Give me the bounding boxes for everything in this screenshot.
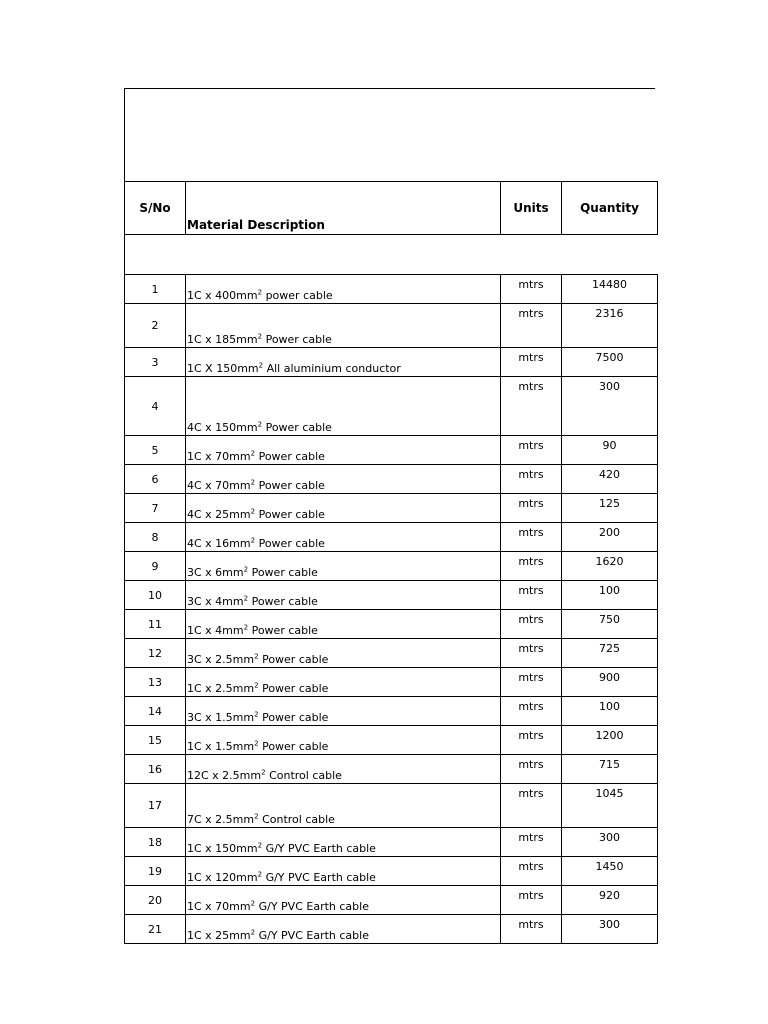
squared-superscript: 2 xyxy=(257,420,263,429)
cell-quantity: 90 xyxy=(562,436,658,465)
table-row xyxy=(125,494,658,523)
description-suffix: All aluminium conductor xyxy=(263,362,401,375)
cell-units: mtrs xyxy=(501,784,562,828)
cell-sno: 17 xyxy=(125,784,186,828)
cell-sno: 6 xyxy=(125,465,186,494)
cell-description xyxy=(186,755,501,784)
cell-units: mtrs xyxy=(501,857,562,886)
cell-units: mtrs xyxy=(501,639,562,668)
cell-units: mtrs xyxy=(501,377,562,436)
cell-description xyxy=(186,465,501,494)
description-suffix: Power cable xyxy=(262,333,332,346)
cell-sno: 16 xyxy=(125,755,186,784)
cell-sno: 13 xyxy=(125,668,186,697)
cell-quantity: 200 xyxy=(562,523,658,552)
table-row xyxy=(125,668,658,697)
squared-superscript: 2 xyxy=(257,288,263,297)
cell-quantity: 750 xyxy=(562,610,658,639)
cell-units: mtrs xyxy=(501,523,562,552)
cell-units: mtrs xyxy=(501,886,562,915)
table-row xyxy=(125,755,658,784)
table-row xyxy=(125,523,658,552)
cell-sno: 21 xyxy=(125,915,186,944)
description-text: 1C x 70mm xyxy=(187,900,251,913)
cell-units: mtrs xyxy=(501,304,562,348)
description-suffix: Power cable xyxy=(255,508,325,521)
description-suffix: G/Y PVC Earth cable xyxy=(255,929,369,942)
cell-quantity: 7500 xyxy=(562,348,658,377)
cell-quantity: 300 xyxy=(562,828,658,857)
cell-quantity: 1045 xyxy=(562,784,658,828)
cell-sno: 5 xyxy=(125,436,186,465)
cell-sno: 19 xyxy=(125,857,186,886)
table-row xyxy=(125,886,658,915)
cell-sno: 11 xyxy=(125,610,186,639)
cell-description xyxy=(186,639,501,668)
cell-quantity: 300 xyxy=(562,915,658,944)
squared-superscript: 2 xyxy=(243,623,249,632)
cell-description xyxy=(186,726,501,755)
cell-quantity: 100 xyxy=(562,581,658,610)
cell-sno: 1 xyxy=(125,275,186,304)
description-text: 1C x 1.5mm xyxy=(187,740,255,753)
squared-superscript: 2 xyxy=(254,710,259,719)
cell-sno: 14 xyxy=(125,697,186,726)
squared-superscript: 2 xyxy=(258,361,264,370)
description-suffix: Power cable xyxy=(248,624,318,637)
description-suffix: Control cable xyxy=(258,813,335,826)
cell-units: mtrs xyxy=(501,436,562,465)
cell-description xyxy=(186,668,501,697)
cell-quantity: 1200 xyxy=(562,726,658,755)
description-suffix: power cable xyxy=(262,289,333,302)
cell-sno: 7 xyxy=(125,494,186,523)
cell-units: mtrs xyxy=(501,610,562,639)
table-row xyxy=(125,275,658,304)
description-text: 1C x 185mm xyxy=(187,333,258,346)
description-text: 4C x 16mm xyxy=(187,537,251,550)
cell-sno: 12 xyxy=(125,639,186,668)
description-text: 4C x 150mm xyxy=(187,421,258,434)
table-row xyxy=(125,436,658,465)
cell-description xyxy=(186,552,501,581)
description-suffix: Power cable xyxy=(258,711,329,724)
materials-table-body xyxy=(125,182,658,944)
cell-description xyxy=(186,523,501,552)
cell-quantity: 2316 xyxy=(562,304,658,348)
cell-sno: 10 xyxy=(125,581,186,610)
cell-description xyxy=(186,304,501,348)
squared-superscript: 2 xyxy=(250,536,256,545)
description-suffix: Power cable xyxy=(255,479,325,492)
squared-superscript: 2 xyxy=(243,594,249,603)
table-row xyxy=(125,581,658,610)
cell-description xyxy=(186,857,501,886)
description-suffix: Power cable xyxy=(258,682,329,695)
cell-sno: 4 xyxy=(125,377,186,436)
table-row xyxy=(125,639,658,668)
description-text: 3C x 1.5mm xyxy=(187,711,255,724)
header-units: Units xyxy=(501,182,562,235)
description-text: 1C x 400mm xyxy=(187,289,258,302)
description-suffix: Power cable xyxy=(248,595,318,608)
cell-sno: 3 xyxy=(125,348,186,377)
cell-units: mtrs xyxy=(501,581,562,610)
description-text: 1C x 25mm xyxy=(187,929,251,942)
cell-description xyxy=(186,784,501,828)
squared-superscript: 2 xyxy=(250,478,256,487)
description-suffix: Power cable xyxy=(258,653,329,666)
cell-units: mtrs xyxy=(501,915,562,944)
description-suffix: G/Y PVC Earth cable xyxy=(262,871,376,884)
cell-sno: 9 xyxy=(125,552,186,581)
cell-quantity: 14480 xyxy=(562,275,658,304)
description-text: 3C x 4mm xyxy=(187,595,244,608)
description-suffix: Control cable xyxy=(265,769,342,782)
cell-units: mtrs xyxy=(501,494,562,523)
table-row xyxy=(125,348,658,377)
cell-quantity: 900 xyxy=(562,668,658,697)
description-text: 4C x 25mm xyxy=(187,508,251,521)
table-row xyxy=(125,726,658,755)
cell-quantity: 715 xyxy=(562,755,658,784)
cell-quantity: 920 xyxy=(562,886,658,915)
table-header-row xyxy=(125,182,658,235)
materials-sheet xyxy=(124,88,655,944)
cell-units: mtrs xyxy=(501,552,562,581)
cell-units: mtrs xyxy=(501,697,562,726)
table-row xyxy=(125,697,658,726)
table-row xyxy=(125,915,658,944)
description-text: 1C x 4mm xyxy=(187,624,244,637)
description-text: 12C x 2.5mm xyxy=(187,769,262,782)
description-text: 1C x 120mm xyxy=(187,871,258,884)
header-description: Material Description xyxy=(186,182,501,235)
description-text: 3C x 6mm xyxy=(187,566,244,579)
squared-superscript: 2 xyxy=(243,565,249,574)
description-suffix: G/Y PVC Earth cable xyxy=(255,900,369,913)
description-text: 7C x 2.5mm xyxy=(187,813,255,826)
cell-description xyxy=(186,610,501,639)
description-suffix: G/Y PVC Earth cable xyxy=(262,842,376,855)
squared-superscript: 2 xyxy=(257,841,263,850)
squared-superscript: 2 xyxy=(250,899,256,908)
table-row xyxy=(125,465,658,494)
table-row xyxy=(125,784,658,828)
squared-superscript: 2 xyxy=(250,449,256,458)
cell-description xyxy=(186,828,501,857)
cell-units: mtrs xyxy=(501,726,562,755)
cell-description xyxy=(186,377,501,436)
description-text: 1C x 150mm xyxy=(187,842,258,855)
cell-description xyxy=(186,886,501,915)
cell-quantity: 1620 xyxy=(562,552,658,581)
description-suffix: Power cable xyxy=(255,537,325,550)
cell-sno: 2 xyxy=(125,304,186,348)
description-text: 1C x 2.5mm xyxy=(187,682,255,695)
cell-description xyxy=(186,581,501,610)
description-suffix: Power cable xyxy=(255,450,325,463)
title-block xyxy=(124,88,655,181)
cell-sno: 20 xyxy=(125,886,186,915)
squared-superscript: 2 xyxy=(254,812,259,821)
description-suffix: Power cable xyxy=(248,566,318,579)
cell-description xyxy=(186,697,501,726)
table-row xyxy=(125,828,658,857)
description-suffix: Power cable xyxy=(258,740,329,753)
cell-sno: 18 xyxy=(125,828,186,857)
cell-quantity: 420 xyxy=(562,465,658,494)
spacer-cell xyxy=(125,235,658,275)
table-row xyxy=(125,304,658,348)
squared-superscript: 2 xyxy=(257,870,263,879)
cell-units: mtrs xyxy=(501,668,562,697)
squared-superscript: 2 xyxy=(261,768,266,777)
cell-description xyxy=(186,275,501,304)
description-text: 3C x 2.5mm xyxy=(187,653,255,666)
squared-superscript: 2 xyxy=(250,928,256,937)
description-text: 4C x 70mm xyxy=(187,479,251,492)
table-row xyxy=(125,552,658,581)
description-text: 1C X 150mm xyxy=(187,362,259,375)
cell-units: mtrs xyxy=(501,828,562,857)
header-quantity: Quantity xyxy=(562,182,658,235)
squared-superscript: 2 xyxy=(254,652,259,661)
cell-sno: 8 xyxy=(125,523,186,552)
cell-units: mtrs xyxy=(501,465,562,494)
table-row xyxy=(125,377,658,436)
cell-quantity: 1450 xyxy=(562,857,658,886)
header-sno: S/No xyxy=(125,182,186,235)
description-text: 1C x 70mm xyxy=(187,450,251,463)
table-row xyxy=(125,610,658,639)
squared-superscript: 2 xyxy=(250,507,256,516)
description-suffix: Power cable xyxy=(262,421,332,434)
cell-quantity: 725 xyxy=(562,639,658,668)
cell-units: mtrs xyxy=(501,348,562,377)
cell-description xyxy=(186,494,501,523)
squared-superscript: 2 xyxy=(254,739,259,748)
cell-quantity: 125 xyxy=(562,494,658,523)
cell-description xyxy=(186,348,501,377)
table-row xyxy=(125,857,658,886)
cell-quantity: 300 xyxy=(562,377,658,436)
squared-superscript: 2 xyxy=(254,681,259,690)
squared-superscript: 2 xyxy=(257,332,263,341)
cell-units: mtrs xyxy=(501,275,562,304)
cell-description xyxy=(186,915,501,944)
cell-sno: 15 xyxy=(125,726,186,755)
materials-table xyxy=(124,181,658,944)
cell-quantity: 100 xyxy=(562,697,658,726)
spacer-row xyxy=(125,235,658,275)
cell-description xyxy=(186,436,501,465)
cell-units: mtrs xyxy=(501,755,562,784)
